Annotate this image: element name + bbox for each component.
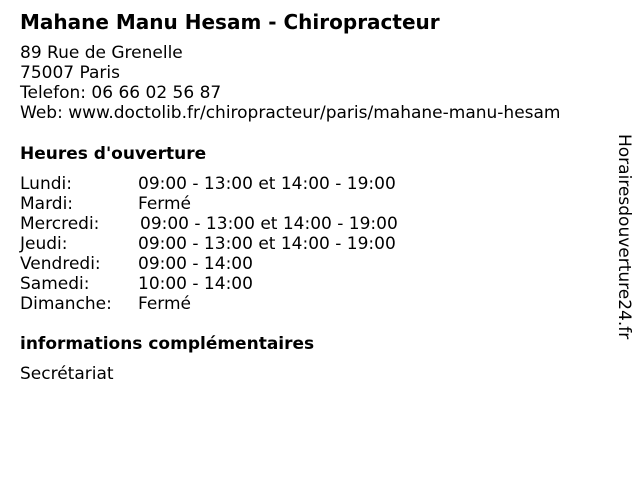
time-value: 09:00 - 14:00: [138, 254, 253, 274]
page-title: Mahane Manu Hesam - Chiropracteur: [20, 10, 440, 34]
time-value: 09:00 - 13:00 et 14:00 - 19:00: [138, 234, 396, 254]
day-label: Mercredi:: [20, 214, 100, 234]
day-label: Vendredi:: [20, 254, 101, 274]
time-value: 09:00 - 13:00 et 14:00 - 19:00: [138, 174, 396, 194]
day-label: Dimanche:: [20, 294, 112, 314]
day-label: Samedi:: [20, 274, 90, 294]
time-value: Fermé: [138, 294, 192, 314]
time-value: Fermé: [138, 194, 192, 214]
address-block: [20, 43, 561, 123]
city-postal-code: 75007 Paris: [20, 63, 120, 83]
additional-info-text: Secrétariat: [20, 364, 114, 384]
additional-info-heading: informations complémentaires: [20, 334, 315, 354]
day-label: Jeudi:: [20, 234, 68, 254]
street-address: 89 Rue de Grenelle: [20, 43, 183, 63]
day-label: Mardi:: [20, 194, 74, 214]
time-value: 10:00 - 14:00: [138, 274, 253, 294]
day-label: Lundi:: [20, 174, 72, 194]
opening-hours-heading: Heures d'ouverture: [20, 144, 207, 164]
time-value: 09:00 - 13:00 et 14:00 - 19:00: [140, 214, 398, 234]
watermark-text: Horairesdouverture24.fr: [614, 134, 634, 340]
website-url: Web: www.doctolib.fr/chiropracteur/paris/mahane-manu-hesam: [20, 103, 561, 123]
watermark: [614, 134, 634, 350]
phone-number: Telefon: 06 66 02 56 87: [20, 83, 222, 103]
